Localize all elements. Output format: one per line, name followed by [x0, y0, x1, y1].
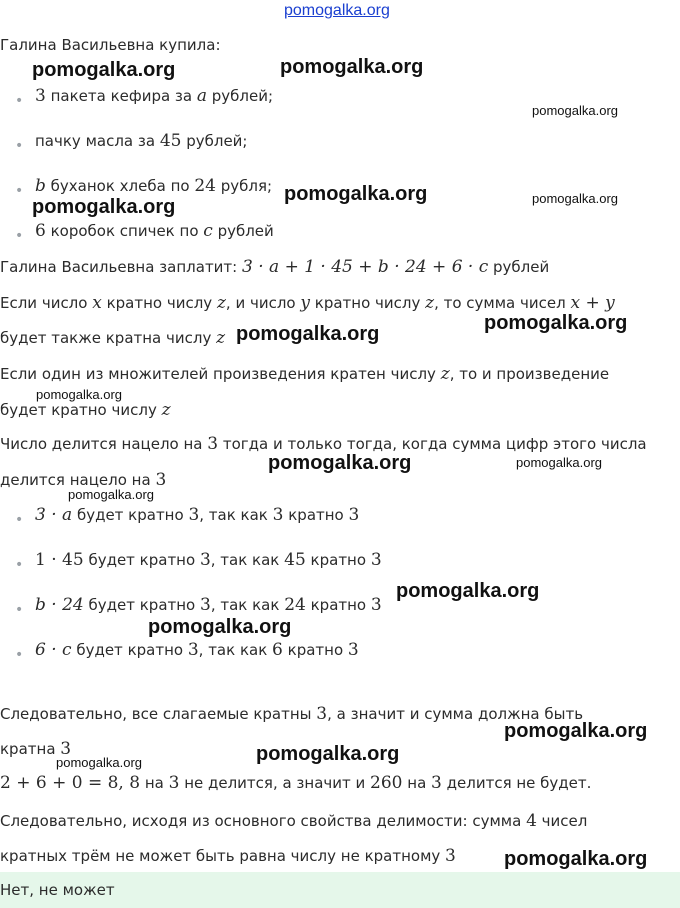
list-item: b · 24 будет кратно 3, так как 24 кратно 3 [35, 595, 382, 615]
watermark: pomogalka.org [280, 56, 424, 78]
watermark: pomogalka.org [36, 387, 122, 402]
watermark: pomogalka.org [68, 487, 154, 502]
watermark: pomogalka.org [268, 452, 412, 474]
intro-text: Галина Васильевна купила: [0, 36, 221, 54]
answer-box [0, 872, 680, 908]
digit-sum-line: 2 + 6 + 0 = 8, 8 на 3 не делится, а значит и 260 на 3 делится не будет. [0, 773, 592, 793]
bullet-icon: • [15, 647, 24, 663]
conclusion1-line1: Следовательно, все слагаемые кратны 3, а значит и сумма должна быть [0, 704, 584, 724]
bullet-icon: • [15, 557, 24, 573]
watermark: pomogalka.org [504, 720, 648, 742]
rule1-line2: будет также кратна числу z [0, 328, 226, 348]
watermark: pomogalka.org [236, 323, 380, 345]
bullet-icon: • [15, 183, 24, 199]
watermark: pomogalka.org [484, 312, 628, 334]
bullet-icon: • [15, 512, 24, 528]
watermark: pomogalka.org [256, 743, 400, 765]
bullet-icon: • [15, 228, 24, 244]
rule2-line1: Если один из множителей произведения кратен числу z, то и произведение [0, 364, 610, 384]
watermark: pomogalka.org [148, 616, 292, 638]
watermark: pomogalka.org [516, 455, 602, 470]
list-item: 3 · a будет кратно 3, так как 3 кратно 3 [35, 505, 360, 525]
watermark: pomogalka.org [284, 183, 428, 205]
watermark: pomogalka.org [32, 196, 176, 218]
watermark: pomogalka.org [532, 103, 618, 118]
bullet-icon: • [15, 602, 24, 618]
rule3-line2: делится нацело на 3 [0, 470, 167, 490]
watermark: pomogalka.org [532, 191, 618, 206]
list-item: 1 · 45 будет кратно 3, так как 45 кратно 3 [35, 550, 382, 570]
bullet-icon: • [15, 93, 24, 109]
total-line: Галина Васильевна заплатит: 3 · a + 1 · 45 + b · 24 + 6 · c рублей [0, 257, 550, 277]
list-item: b буханок хлеба по 24 рубля; [35, 176, 273, 196]
answer-text: Нет, не может [0, 881, 115, 899]
watermark-top-link[interactable]: pomogalka.org [284, 2, 390, 19]
conclusion2-line1: Следовательно, исходя из основного свойства делимости: сумма 4 чисел [0, 811, 588, 831]
bullet-icon: • [15, 138, 24, 154]
rule3-line1: Число делится нацело на 3 тогда и только тогда, когда сумма цифр этого числа [0, 434, 647, 454]
rule2-line2: будет кратно числу z [0, 400, 171, 420]
list-item: 6 коробок спичек по c рублей [35, 221, 274, 241]
list-item: 3 пакета кефира за a рублей; [35, 86, 274, 106]
conclusion1-line2: кратна 3 [0, 739, 72, 759]
list-item: пачку масла за 45 рублей; [35, 131, 248, 151]
conclusion2-line2: кратных трём не может быть равна числу не кратному 3 [0, 846, 456, 866]
rule1-line1: Если число x кратно числу z, и число y кратно числу z, то сумма чисел x + y [0, 293, 615, 313]
watermark: pomogalka.org [32, 59, 176, 81]
watermark: pomogalka.org [396, 580, 540, 602]
watermark: pomogalka.org [504, 848, 648, 870]
list-item: 6 · c будет кратно 3, так как 6 кратно 3 [35, 640, 359, 660]
watermark: pomogalka.org [56, 755, 142, 770]
